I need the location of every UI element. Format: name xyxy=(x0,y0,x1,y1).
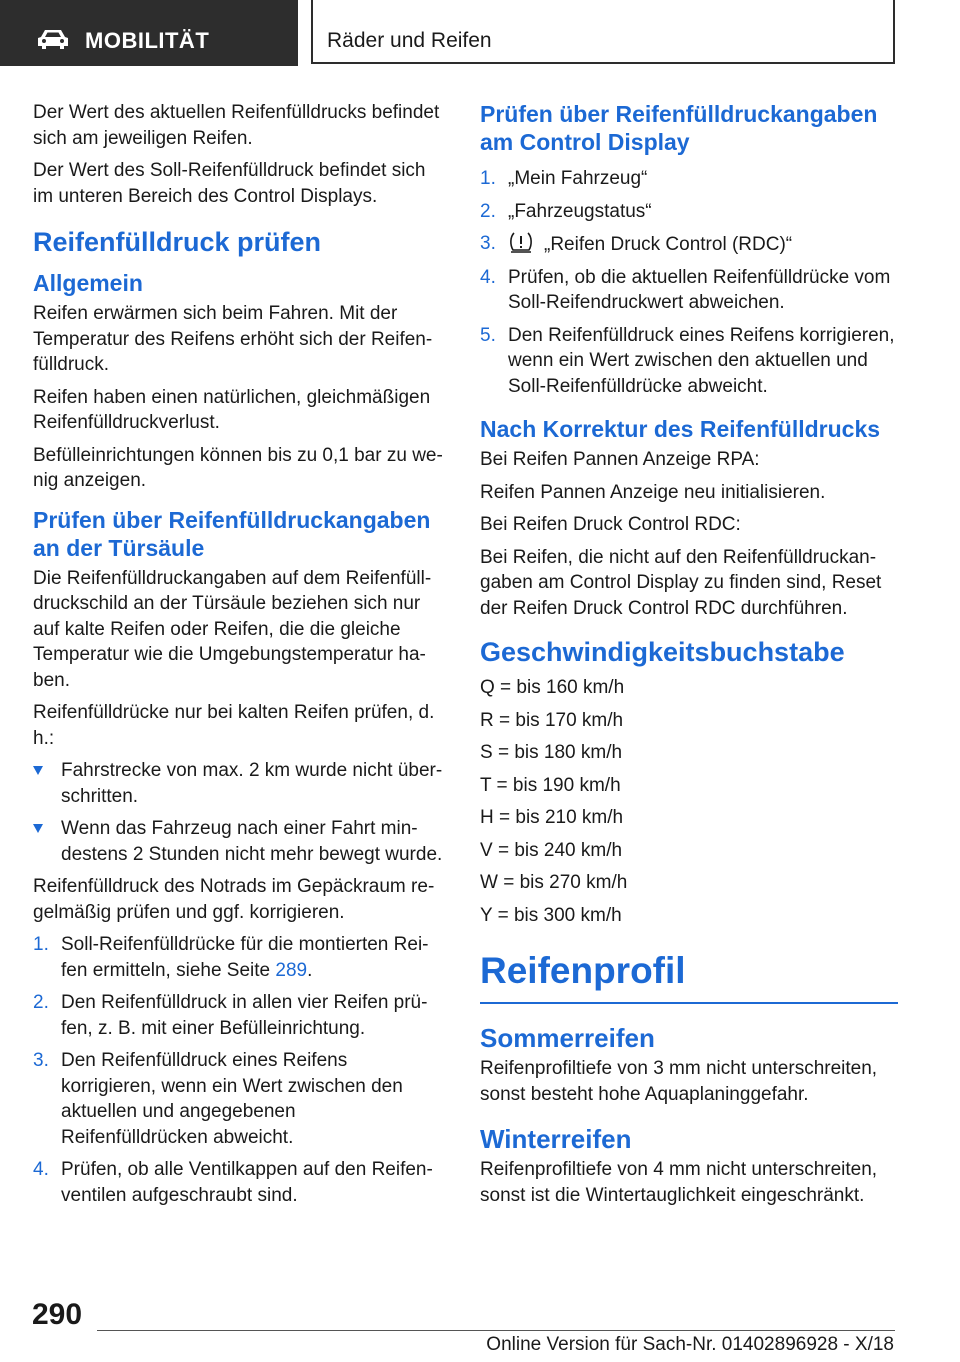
paragraph: Der Wert des aktuellen Reifenfülldrucks befindet sich am jeweiligen Reifen. xyxy=(33,102,440,149)
paragraph: Reifen Pannen Anzeige neu initialisieren. xyxy=(480,481,826,503)
paragraph: Bei Reifen Druck Control RDC: xyxy=(480,514,741,535)
list-item: 3. „Reifen Druck Control (RDC)“ xyxy=(480,233,793,255)
bullet-list xyxy=(33,758,446,867)
triangle-bullet-icon xyxy=(33,766,43,775)
list-item: 4. Prüfen, ob alle Ventilkappen auf den Reifenventilen aufgeschraubt sind. xyxy=(33,1159,433,1206)
heading-winterreifen: Winterreifen xyxy=(480,1124,632,1154)
speed-line: H = bis 210 km/h xyxy=(480,807,624,828)
section-label: MOBILITÄT xyxy=(85,28,210,53)
page-header xyxy=(0,0,960,66)
tire-pressure-warning-icon xyxy=(508,231,534,253)
right-column xyxy=(480,100,898,1215)
footer-version: Online Version für Sach‑Nr. 01402896928 ‑ X/18 xyxy=(486,1334,894,1355)
section-tab xyxy=(0,0,298,66)
heading-sommerreifen: Sommerreifen xyxy=(480,1023,655,1053)
chapter-title-box xyxy=(311,0,895,64)
heading-reifenfuelldruck-pruefen: Reifenfülldruck prüfen xyxy=(33,227,322,257)
paragraph: Reifen erwärmen sich beim Fahren. Mit der Temperatur des Reifens erhöht sich der Reifenfülldruck. xyxy=(33,303,433,375)
list-item: 1. „Mein Fahrzeug“ xyxy=(480,168,648,189)
speed-line: Y = bis 300 km/h xyxy=(480,904,622,926)
speed-line: V = bis 240 km/h xyxy=(480,839,623,861)
footer-divider xyxy=(97,1330,895,1331)
page-number: 290 xyxy=(32,1298,83,1331)
heading-nach-korrektur: Nach Korrektur des Reifenfülldrucks xyxy=(480,416,881,442)
list-item: 1. Soll‑Reifenfülldrücke für die montierten Reifen ermitteln, siehe Seite 289. xyxy=(33,934,429,981)
paragraph: Befülleinrichtungen können bis zu 0,1 bar zu wenig anzeigen. xyxy=(33,444,443,491)
paragraph: Die Reifenfülldruckangaben auf dem Reifenfülldruckschild an der Türsäule beziehen sich nur auf kalte Reifen oder Reifen, die die gleiche Temperatur wie die Umgebungstemperatur haben. xyxy=(33,567,432,691)
paragraph: Reifen haben einen natürlichen, gleichmäßigen Reifenfülldruckverlust. xyxy=(33,386,431,433)
list-item: 3. Den Reifenfülldruck eines Reifens korrigieren, wenn ein Wert zwischen den aktuellen und angegebenen Reifenfülldrücken abweicht. xyxy=(33,1050,403,1148)
speed-line: Q = bis 160 km/h xyxy=(480,677,625,698)
speed-line: W = bis 270 km/h xyxy=(480,872,628,893)
list-item: 4. Prüfen, ob die aktuellen Reifenfülldrücke vom Soll‑Reifendruckwert abweichen. xyxy=(480,266,891,313)
numbered-steps xyxy=(480,166,898,399)
paragraph: Reifenfülldruck des Notrads im Gepäckraum regelmäßig prüfen und ggf. korrigieren. xyxy=(33,876,435,923)
paragraph: Der Wert des Soll‑Reifenfülldruck befindet sich im unteren Bereich des Control Displays. xyxy=(33,160,426,207)
heading-reifenprofil: Reifenprofil xyxy=(480,948,898,1004)
heading-geschwindigkeitsbuchstabe: Geschwindigkeitsbuchstabe xyxy=(480,637,845,667)
list-item: 5. Den Reifenfülldruck eines Reifens korrigieren, wenn ein Wert zwischen den aktuellen und Soll‑Reifenfülldrücke abweicht. xyxy=(480,324,895,397)
list-item: Wenn das Fahrzeug nach einer Fahrt mindestens 2 Stunden nicht mehr bewegt wurde. xyxy=(33,816,446,867)
paragraph: Reifenprofiltiefe von 4 mm nicht unterschreiten, sonst ist die Wintertauglichkeit eingeschränkt. xyxy=(480,1159,878,1206)
paragraph: Reifenprofiltiefe von 3 mm nicht unterschreiten, sonst besteht hohe Aquaplaninggefahr. xyxy=(480,1058,878,1105)
paragraph: Reifenfülldrücke nur bei kalten Reifen prüfen, d. h.: xyxy=(33,702,435,749)
list-item: 2. Den Reifenfülldruck in allen vier Reifen prüfen, z. B. mit einer Befülleinrichtung. xyxy=(33,992,428,1039)
chapter-title: Räder und Reifen xyxy=(327,29,492,52)
paragraph: Bei Reifen, die nicht auf den Reifenfülldruckangaben am Control Display zu finden sind, Reset der Reifen Druck Control RDC durchführen. xyxy=(480,546,882,619)
paragraph: Bei Reifen Pannen Anzeige RPA: xyxy=(480,449,760,470)
list-item: Fahrstrecke von max. 2 km wurde nicht überschritten. xyxy=(33,758,446,809)
left-column xyxy=(33,100,446,1215)
triangle-bullet-icon xyxy=(33,824,43,833)
heading-control-display: Prüfen über Reifenfülldruckangaben am Control Display xyxy=(480,101,878,155)
heading-allgemein: Allgemein xyxy=(33,270,143,296)
heading-tuersaeule: Prüfen über Reifenfülldruckangaben an der Türsäule xyxy=(33,506,431,561)
page-link[interactable]: 289 xyxy=(275,959,308,981)
speed-line: S = bis 180 km/h xyxy=(480,742,623,763)
numbered-steps xyxy=(33,932,446,1208)
speed-line: R = bis 170 km/h xyxy=(480,709,624,731)
car-icon xyxy=(36,28,70,50)
list-item: 2. „Fahrzeugstatus“ xyxy=(480,200,652,222)
speed-line: T = bis 190 km/h xyxy=(480,774,621,796)
